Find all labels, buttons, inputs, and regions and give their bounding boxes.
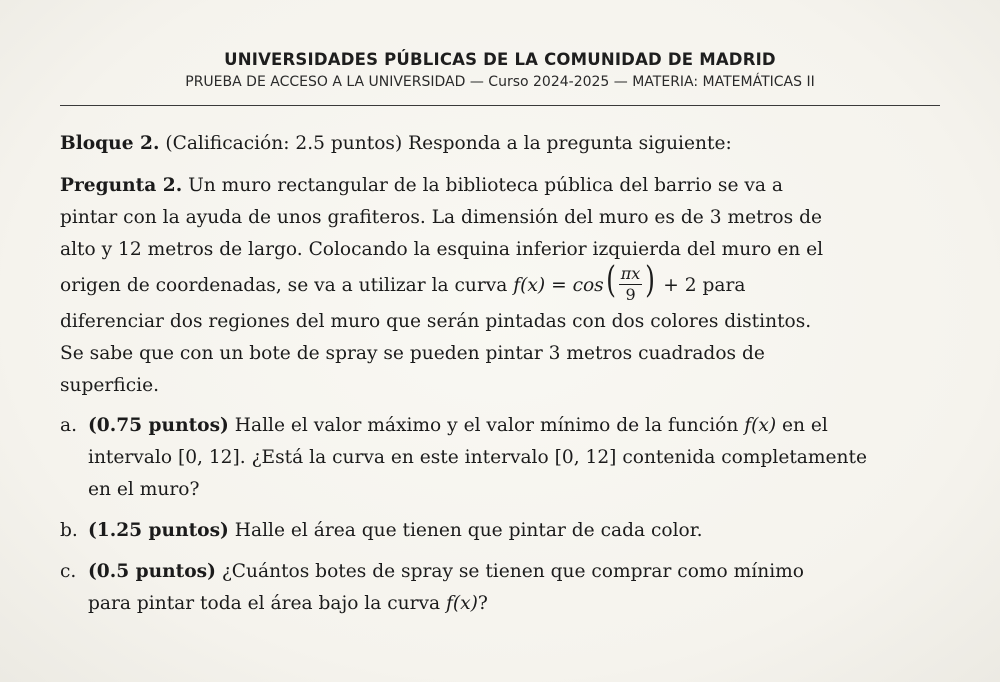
item-b-label: b. (60, 520, 78, 541)
pregunta-line-4: origen de coordenadas, se va a utilizar la curva f(x) = cos( $\frac{\pi x}{9}$ ) + 2 para (60, 260, 746, 304)
item-b: b. (1.25 puntos) Halle el área que tienen que pintar de cada color. (60, 515, 945, 547)
header-title: UNIVERSIDADES PÚBLICAS DE LA COMUNIDAD DE MADRID (224, 50, 776, 69)
header-subtitle: PRUEBA DE ACCESO A LA UNIVERSIDAD — Curso 2024-2025 — MATERIA: MATEMÁTICAS II (185, 74, 815, 90)
bloque-text: (Calificación: 2.5 puntos) Responda a la pregunta siguiente: (159, 133, 732, 154)
item-c: c. (0.5 puntos) ¿Cuántos botes de spray se tienen que comprar como mínimo para pintar toda el área bajo la curva f(x)? (60, 556, 945, 620)
pregunta-statement (60, 170, 945, 402)
pregunta-line-7: superficie. (60, 375, 159, 396)
bloque-heading (60, 128, 945, 162)
item-c-label: c. (60, 561, 77, 582)
exam-header (60, 49, 940, 92)
formula-lhs: f(x) = cos (513, 275, 604, 296)
pregunta-line-2: pintar con la ayuda de unos grafiteros. La dimensión del muro es de 3 metros de (60, 207, 822, 228)
pregunta-label: Pregunta 2. (60, 175, 183, 196)
pregunta-line-5: diferenciar dos regiones del muro que serán pintadas con dos colores distintos. (60, 311, 812, 332)
pregunta-line-3: alto y 12 metros de largo. Colocando la esquina inferior izquierda del muro en el (60, 239, 824, 260)
question-items (60, 410, 945, 620)
exam-body (60, 128, 945, 629)
formula-rhs: + 2 (657, 275, 697, 296)
left-paren: ( (605, 260, 616, 301)
pregunta-line-1: Pregunta 2. Un muro rectangular de la biblioteca pública del barrio se va a (60, 175, 783, 196)
pregunta-line-6: Se sabe que con un bote de spray se pueden pintar 3 metros cuadrados de (60, 343, 765, 364)
fraction-numerator: πx (620, 263, 641, 283)
item-b-points: (1.25 puntos) (88, 520, 229, 541)
right-paren: ) (645, 260, 656, 301)
header-divider (60, 105, 940, 106)
fraction-denominator: 9 (625, 284, 636, 304)
formula-fraction (604, 260, 658, 304)
bloque-label: Bloque 2. (60, 133, 160, 154)
item-a-points: (0.75 puntos) (88, 415, 229, 436)
item-a-label: a. (60, 415, 77, 436)
item-c-points: (0.5 puntos) (88, 561, 216, 582)
item-a: a. (0.75 puntos) Halle el valor máximo y el valor mínimo de la función f(x) en el intervalo [0, 12]. ¿Está la curva en este intervalo [0, 12] contenida completamente en el muro? (60, 410, 945, 506)
